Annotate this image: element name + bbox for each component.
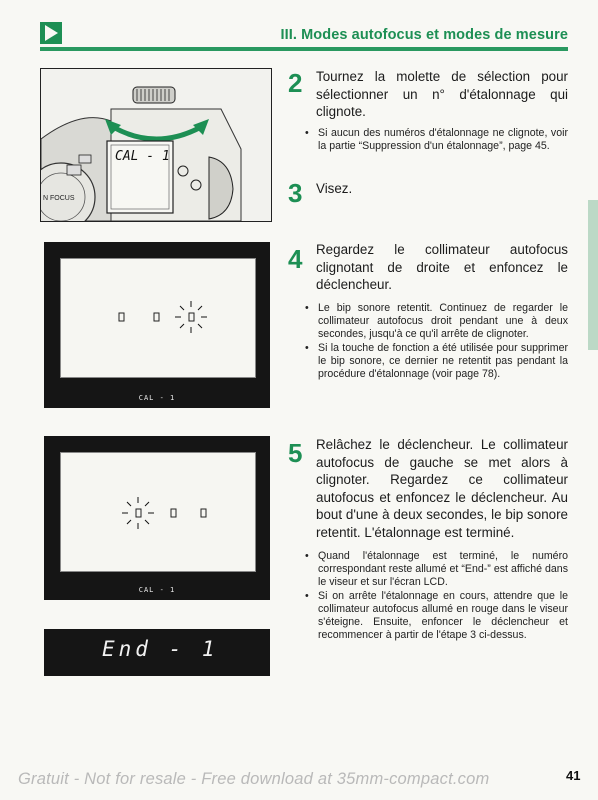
step-5-number: 5	[288, 438, 303, 468]
camera-lcd-readout: CAL - 1	[115, 149, 170, 164]
step-2-notes	[302, 127, 568, 153]
step-2-number: 2	[288, 68, 303, 98]
viewfinder-status: CAL - 1	[138, 586, 176, 594]
step-4-text: Regardez le collimateur autofocus clignotant de droite et enfoncez le déclencheur.	[316, 242, 568, 293]
page-number: 41	[566, 768, 581, 783]
watermark-footer: Gratuit - Not for resale - Free download at 35mm-compact.com	[18, 770, 490, 788]
step-5-note-1: • Quand l'étalonnage est terminé, le numéro correspondant reste allumé et “End-” est affiché dans le viseur et sur l'écran LCD.	[302, 550, 568, 590]
chapter-play-icon	[40, 22, 62, 44]
step-4-number: 4	[288, 244, 303, 274]
viewfinder-left-point-figure	[44, 436, 270, 600]
viewfinder-frame	[60, 258, 256, 378]
viewfinder-frame	[60, 452, 256, 572]
step-4-note-2: • Si la touche de fonction a été utilisée pour supprimer le bip sonore, ce dernier ne retentit pas pendant la procédure d'étalonnage (voir page 78).	[302, 342, 568, 382]
camera-dial-illustration	[40, 68, 272, 222]
step-4-notes	[302, 302, 568, 381]
camera-label: N FOCUS	[43, 195, 75, 202]
step-2-note-1: • Si aucun des numéros d'étalonnage ne clignote, voir la partie “Suppression d'un étalonnage”, page 45.	[302, 127, 568, 153]
lcd-end-figure	[44, 629, 270, 676]
step-4-note-1: • Le bip sonore retentit. Continuez de regarder le collimateur autofocus droit pendant une à deux secondes, jusqu'à ce qu'il arrête de clignoter.	[302, 302, 568, 342]
viewfinder-right-point-figure	[44, 242, 270, 408]
step-5-text: Relâchez le déclencheur. Le collimateur autofocus de gauche se met alors à clignoter. Regardez ce collimateur autofocus et enfoncez le déclencheur. Au bout d'une à deux secondes, le bip sonore retentit. L'étalonnage est terminé.	[316, 437, 568, 540]
lcd-end-readout: End - 1	[102, 637, 219, 661]
step-5-note-2: • Si on arrête l'étalonnage en cours, attendre que le collimateur autofocus allumé en rouge dans le viseur s'éteigne. Ensuite, enfoncer le déclencheur et recommencer à partir de l'étape 3 ci-dessus.	[302, 590, 568, 643]
step-2-text: Tournez la molette de sélection pour sélectionner un n° d'étalonnage qui clignote.	[316, 69, 568, 120]
viewfinder-status: CAL - 1	[138, 394, 176, 402]
page-header-title: III. Modes autofocus et modes de mesure	[280, 27, 568, 43]
step-5-notes	[302, 550, 568, 642]
step-3-number: 3	[288, 178, 303, 208]
step-3-text: Visez.	[316, 181, 353, 196]
page-edge-tab	[588, 200, 598, 350]
header-rule	[40, 47, 568, 51]
